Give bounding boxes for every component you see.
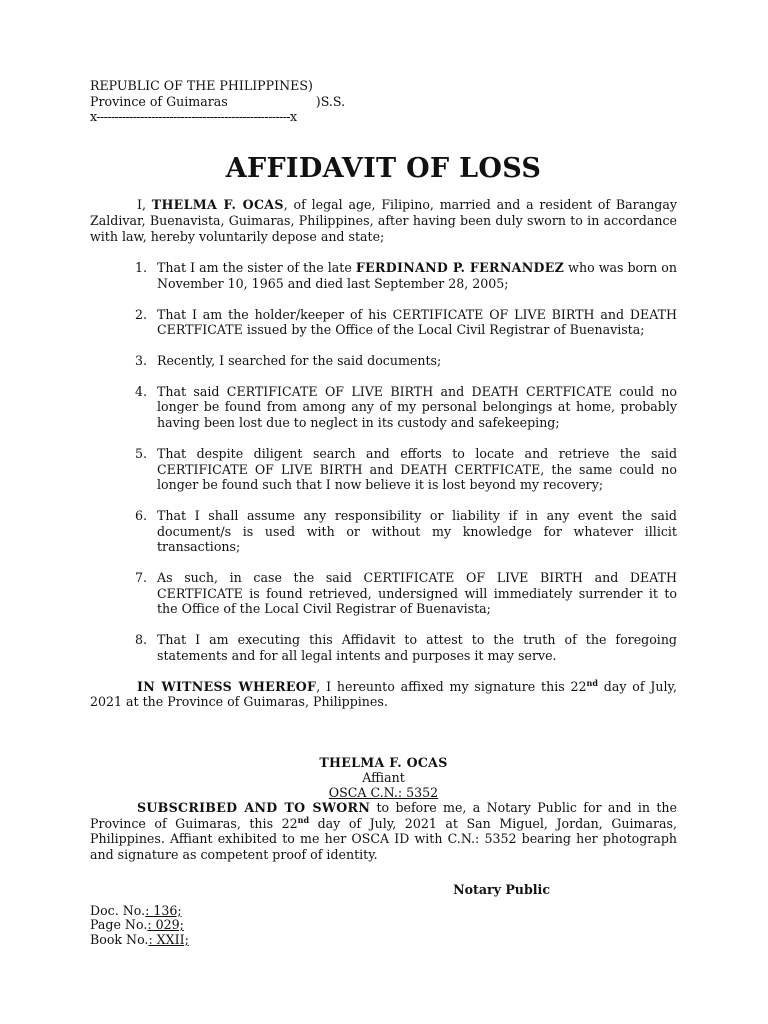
list-item: [90, 570, 677, 617]
witness-heading: IN WITNESS WHEREOF: [137, 678, 317, 694]
item-text: That I am the sister of the late: [157, 260, 356, 276]
intro-paragraph: [90, 197, 677, 244]
list-item: [90, 508, 677, 555]
jurat-pre: to before me, a Notary Public for and in the Province of Guimaras, this 22: [90, 799, 677, 831]
item-text-end: who was born on November 10, 1965 and died last September 28, 2005;: [157, 260, 677, 291]
book-number-label: Book No.: [90, 931, 149, 947]
affiant-signature-block: [90, 755, 677, 800]
affiant-role: Affiant: [362, 769, 405, 785]
item-text: That I am the holder/keeper of his CERTIFICATE OF LIVE BIRTH and DEATH CERTFICATE issued by the Office of the Local Civil Registrar of Buenavista;: [157, 306, 677, 338]
jurat-post: day of July, 2021 at San Miguel, Jordan, Guimaras, Philippines. Affiant exhibited to me her OSCA ID with C.N.: 5352 bearing her photograph and signature as competent proof of identity.: [90, 815, 677, 863]
caption-province: Province of Guimaras )S.S.: [90, 93, 346, 109]
item-number: 7.: [135, 570, 148, 586]
list-item: [90, 353, 677, 369]
list-item: [90, 384, 677, 431]
affiant-name: THELMA F. OCAS: [319, 754, 448, 770]
item-text: As such, in case the said CERTIFICATE OF LIVE BIRTH and DEATH CERTFICATE is found retrieved, undersigned will immediately surrender it to the Office of the Local Civil Registrar of Buenavista;: [157, 570, 677, 617]
osca-number: OSCA C.N.: 5352: [328, 784, 439, 800]
caption-separator: x-----------------------------------------------------x: [90, 109, 297, 125]
item-text: Recently, I searched for the said documents;: [157, 353, 442, 369]
witness-post: day of July, 2021 at the Province of Guimaras, Philippines.: [90, 678, 677, 710]
doc-number-label: Doc. No.: [90, 902, 146, 918]
page-number-value: : 029;: [147, 917, 184, 933]
item-text: That I am executing this Affidavit to attest to the truth of the foregoing statements and for all legal intents and purposes it may serve.: [157, 632, 677, 663]
item-number: 4.: [135, 383, 148, 399]
affidavit-document: [90, 78, 677, 947]
book-number-value: : XXII;: [148, 931, 189, 947]
item-number: 1.: [135, 260, 148, 276]
statement-list: [90, 260, 677, 663]
page-number-label: Page No.: [90, 917, 148, 933]
document-title: AFFIDAVIT OF LOSS: [225, 153, 542, 185]
item-number: 5.: [135, 445, 148, 461]
item-number: 3.: [135, 353, 148, 369]
item-number: 6.: [135, 507, 148, 523]
item-text: That I shall assume any responsibility or liability if in any event the said document/s is used with or without my knowledge for whatever illicit transactions;: [157, 507, 677, 555]
jurat-ordinal: nd: [297, 814, 310, 825]
notary-public-label: Notary Public: [453, 881, 550, 897]
item-text: That said CERTIFICATE OF LIVE BIRTH and DEATH CERTFICATE could no longer be found from among any of my personal belongings at home, probably having been lost due to neglect in its custody and safekeeping;: [157, 383, 677, 431]
witness-ordinal: nd: [586, 677, 598, 688]
list-item: [90, 260, 677, 291]
list-item: [90, 307, 677, 338]
item-text: That despite diligent search and efforts to locate and retrieve the said CERTIFICATE OF LIVE BIRTH and DEATH CERTFICATE, the same could no longer be found such that I now believe it is lost beyond my recovery;: [157, 445, 677, 493]
item-number: 2.: [135, 306, 148, 322]
list-item: [90, 446, 677, 493]
book-number: [90, 933, 677, 948]
item-bold-name: FERDINAND P. FERNANDEZ: [355, 260, 565, 276]
jurat-heading: SUBSCRIBED AND TO SWORN: [137, 799, 371, 815]
notarial-register: [90, 904, 677, 948]
intro-pre: I,: [137, 197, 152, 213]
caption-republic: REPUBLIC OF THE PHILIPPINES): [90, 78, 313, 93]
affiant-name-inline: THELMA F. OCAS: [151, 197, 284, 213]
doc-number-value: : 136;: [145, 902, 182, 918]
intro-post: , of legal age, Filipino, married and a resident of Barangay Zaldivar, Buenavista, Guimaras, Philippines, after having been duly sworn to in accordance with law, hereby voluntarily depose and state;: [90, 197, 677, 244]
item-number: 8.: [135, 632, 148, 648]
list-item: [90, 632, 677, 663]
doc-number: [90, 904, 677, 919]
page-number: [90, 918, 677, 933]
witness-paragraph: [90, 679, 677, 710]
venue-caption: [90, 78, 677, 125]
jurat-paragraph: [90, 800, 677, 863]
witness-pre: , I hereunto affixed my signature this 22: [316, 678, 587, 694]
